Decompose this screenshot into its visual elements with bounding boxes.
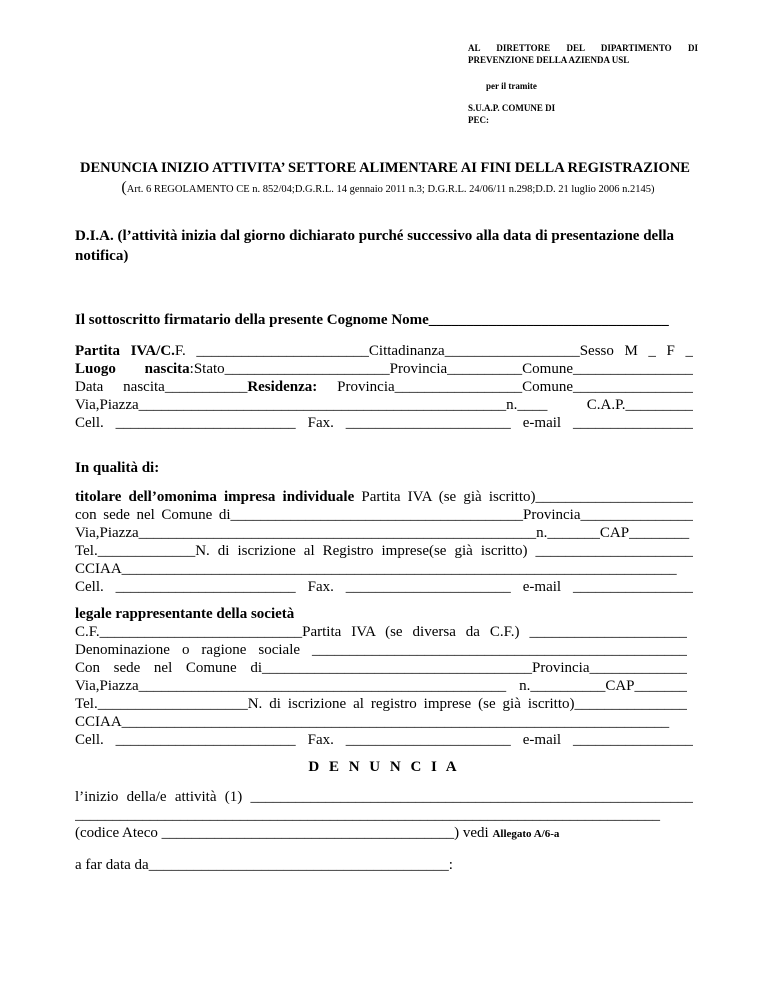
legale-cciaa-row[interactable]: CCIAA_________________________________________________________________________ [75,714,670,730]
subtitle-text: Art. 6 REGOLAMENTO CE n. 852/04;D.G.R.L. 14 gennaio 2011 n.3; D.G.R.L. 24/06/11 n.298;D.D. 21 luglio 2006 n.2145) [126,184,655,195]
titolare-cciaa-row[interactable]: CCIAA__________________________________________________________________________ [75,561,677,577]
legale-denominazione-row[interactable]: Denominazione o ragione sociale __________________________________________________ [75,642,687,658]
inizio-attivita-field[interactable]: l’inizio della/e attività (1) ___________________________________________________________ [75,789,693,805]
addressee-line-1: AL DIRETTORE DEL DIPARTIMENTO DI [468,43,698,53]
luogo-fields[interactable]: :Stato______________________Provincia__________Comune________________ [189,361,693,377]
signatory-address-row[interactable]: Via,Piazza_________________________________________________n.____ C.A.P._________ [75,397,693,413]
form-subtitle [68,179,708,197]
signatory-name-field[interactable]: Il sottoscritto firmatario della presente Cognome Nome________________________________ [75,312,669,328]
legale-sede-row[interactable]: Con sede nel Comune di____________________________________Provincia_____________ [75,660,687,676]
dia-line-2: notifica) [75,248,129,264]
denuncia-heading-text: D E N U N C I A [308,759,460,775]
legale-tel-row[interactable]: Tel.____________________N. di iscrizione al registro imprese (se già iscritto)_______________ [75,696,687,712]
titolare-address-row[interactable]: Via,Piazza_____________________________________________________n._______CAP________ [75,525,690,541]
legale-address-row[interactable]: Via,Piazza_________________________________________________ n.__________CAP_______ [75,678,687,694]
signatory-contacts-row[interactable]: Cell. ________________________ Fax. ______________________ e-mail ________________ [75,415,693,431]
denuncia-heading [75,758,693,776]
signatory-birthdate-row[interactable] [75,378,693,396]
codice-ateco-row[interactable] [75,824,693,843]
codice-ateco-field[interactable]: (codice Ateco _______________________________________) vedi [75,825,489,841]
residenza-fields[interactable]: Provincia_________________Comune________________ [317,379,693,395]
signatory-piva-row[interactable] [75,342,693,360]
piva-label: Partita IVA/C. [75,343,175,359]
far-data-da-field[interactable]: a far data da________________________________________: [75,857,453,873]
legale-cf-row[interactable]: C.F.___________________________Partita IVA (se diversa da C.F.) _____________________ [75,624,687,640]
allegato-reference: Allegato A/6-a [492,828,560,840]
suap-label: S.U.A.P. COMUNE DI [468,103,556,113]
residenza-label: Residenza: [247,379,318,395]
in-qualita-heading: In qualità di: [75,460,160,476]
data-nascita-field[interactable]: Data nascita___________ [75,379,248,395]
attivita-continuation-line[interactable]: ______________________________________________________________________________ [75,807,660,823]
titolare-contacts-row[interactable]: Cell. ________________________ Fax. ______________________ e-mail ________________ [75,579,693,595]
addressee-block [468,42,698,126]
form-title: DENUNCIA INIZIO ATTIVITA’ SETTORE ALIMENTARE AI FINI DELLA REGISTRAZIONE [80,160,690,176]
dia-notice [75,226,693,266]
subtitle-paren: ( [121,179,127,196]
luogo-label: Luogo nascita [75,361,190,377]
addressee-line-2: PREVENZIONE DELLA AZIENDA USL [468,55,630,65]
tramite-label: per il tramite [486,81,537,91]
titolare-row[interactable] [75,488,693,506]
dia-line-1: D.I.A. (l’attività inizia dal giorno dichiarato purché successivo alla data di presentazione della [75,228,675,244]
pec-label: PEC: [468,115,489,125]
legale-contacts-row[interactable]: Cell. ________________________ Fax. ______________________ e-mail ________________ [75,732,693,748]
titolare-label: titolare dell’omonima impresa individuale [75,489,355,505]
titolare-tel-row[interactable]: Tel._____________N. di iscrizione al Registro imprese(se già iscritto) _____________________ [75,543,693,559]
titolare-sede-row[interactable]: con sede nel Comune di_______________________________________Provincia_______________ [75,507,693,523]
titolare-piva-field[interactable]: Partita IVA (se già iscritto)_____________________ [354,489,693,505]
signatory-birthplace-row[interactable] [75,360,693,378]
legale-heading: legale rappresentante della società [75,606,295,622]
piva-fields[interactable]: F. _______________________Cittadinanza__________________Sesso M _ F _ [174,343,693,359]
